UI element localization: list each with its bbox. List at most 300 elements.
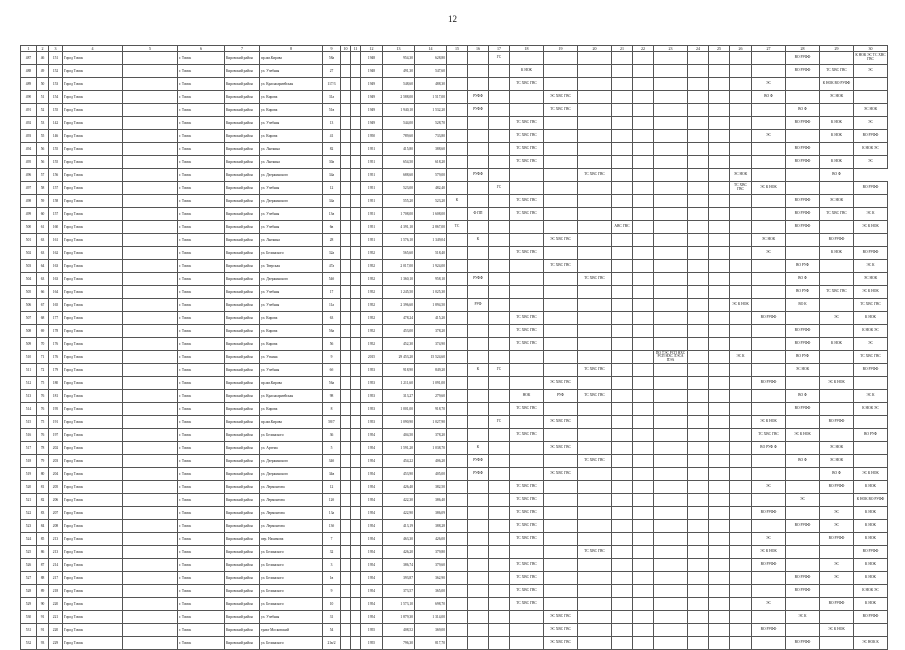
table-cell [510, 364, 544, 377]
table-cell: 1 211,60 [383, 377, 415, 390]
table-cell [489, 468, 510, 481]
table-cell [612, 403, 633, 416]
table-cell [544, 507, 578, 520]
table-cell: 452,30 [383, 338, 415, 351]
table-cell: 1953 [361, 364, 383, 377]
table-cell [752, 468, 786, 481]
table-cell [489, 403, 510, 416]
table-cell [489, 377, 510, 390]
table-cell: г. Томск [178, 598, 225, 611]
table-cell [854, 78, 888, 91]
table-cell: ТС ХВС ГВС [510, 520, 544, 533]
table-cell [341, 390, 351, 403]
table-row [21, 325, 888, 338]
table-cell [752, 260, 786, 273]
table-cell [786, 481, 820, 494]
table-cell: К НОК ЭС [854, 585, 888, 598]
table-cell: 10 [323, 598, 341, 611]
table-row [21, 455, 888, 468]
table-cell [612, 637, 633, 650]
table-cell: РУФФ [468, 468, 489, 481]
table-cell [688, 455, 709, 468]
table-cell [544, 312, 578, 325]
table-cell: 529 [21, 598, 37, 611]
table-cell [633, 338, 654, 351]
table-cell: 1955 [361, 637, 383, 650]
table-cell [654, 507, 688, 520]
table-cell [633, 416, 654, 429]
table-cell: 492 [21, 117, 37, 130]
table-cell: 51в [323, 104, 341, 117]
table-cell [786, 546, 820, 559]
table-cell [752, 403, 786, 416]
table-cell [468, 143, 489, 156]
table-cell: ТС ХВС ГВС [510, 533, 544, 546]
table-cell: 393,87 [383, 572, 415, 585]
table-cell: ВО РУФФ [786, 195, 820, 208]
table-cell: 555,20 [383, 195, 415, 208]
table-cell [468, 325, 489, 338]
table-cell: ЭС [752, 481, 786, 494]
table-row [21, 429, 888, 442]
table-cell: Кировский район [225, 130, 260, 143]
table-cell: Кировский район [225, 585, 260, 598]
table-cell: ЭС НОК К [854, 637, 888, 650]
table-cell: 82 [323, 143, 341, 156]
table-cell: 178 [49, 325, 63, 338]
table-cell: 565,60 [383, 247, 415, 260]
table-cell: 8 [323, 403, 341, 416]
column-header: 10 [341, 46, 351, 52]
table-cell: 221 [49, 611, 63, 624]
table-cell: 508 [21, 325, 37, 338]
table-cell: Город Томск [63, 91, 123, 104]
table-cell: 521 [21, 494, 37, 507]
table-cell: 75 [37, 416, 49, 429]
table-cell: ЭС [854, 117, 888, 130]
table-cell [612, 286, 633, 299]
table-cell [447, 260, 468, 273]
table-cell [341, 559, 351, 572]
table-cell [447, 104, 468, 117]
table-cell [447, 325, 468, 338]
table-cell: г. Томск [178, 507, 225, 520]
table-cell: г. Томск [178, 585, 225, 598]
table-cell: тракт Московский [260, 624, 323, 637]
table-cell: Кировский район [225, 390, 260, 403]
table-cell: 1954 [361, 494, 383, 507]
table-cell [820, 585, 854, 598]
table-cell: 1954 [361, 507, 383, 520]
table-cell [730, 104, 752, 117]
table-cell: г. Томск [178, 286, 225, 299]
table-cell [123, 585, 178, 598]
table-cell: 58 [37, 182, 49, 195]
table-cell [752, 143, 786, 156]
table-cell: 1 038,70 [415, 442, 447, 455]
table-cell [447, 611, 468, 624]
table-cell: 547,60 [415, 65, 447, 78]
table-cell [752, 156, 786, 169]
table-cell [688, 182, 709, 195]
table-cell [786, 442, 820, 455]
table-cell: ВО РУФ [786, 351, 820, 364]
table-cell [688, 195, 709, 208]
table-cell [633, 78, 654, 91]
table-cell [654, 104, 688, 117]
table-cell [341, 442, 351, 455]
table-cell: ГС [489, 182, 510, 195]
table-cell: ВО РУФФ [786, 338, 820, 351]
table-cell [633, 273, 654, 286]
table-cell: 1 708,00 [383, 208, 415, 221]
table-cell [341, 455, 351, 468]
table-cell: ТС ХВС ГВС [544, 260, 578, 273]
table-cell [468, 598, 489, 611]
table-cell [612, 312, 633, 325]
table-cell: ул. Белинского [260, 546, 323, 559]
table-cell [351, 364, 361, 377]
table-cell: К [468, 364, 489, 377]
table-cell: 69 [37, 325, 49, 338]
table-cell [447, 624, 468, 637]
table-cell [341, 182, 351, 195]
table-cell [612, 520, 633, 533]
table-cell [468, 585, 489, 598]
table-cell: 954,30 [383, 52, 415, 65]
table-cell: 388,28 [415, 520, 447, 533]
table-cell [752, 572, 786, 585]
table-cell: ТС ХВС ГВС [510, 143, 544, 156]
table-cell [578, 351, 612, 364]
table-cell [123, 455, 178, 468]
table-cell [612, 481, 633, 494]
column-header: 9 [323, 46, 341, 52]
table-cell [612, 273, 633, 286]
table-cell [633, 130, 654, 143]
table-cell [709, 130, 730, 143]
table-cell [654, 624, 688, 637]
table-cell: К НОК [854, 559, 888, 572]
table-cell: ТС ХВС ГВС [730, 182, 752, 195]
table-cell: 75 [37, 377, 49, 390]
table-cell [341, 78, 351, 91]
table-cell [709, 273, 730, 286]
table-cell [633, 286, 654, 299]
table-cell: 57 [37, 169, 49, 182]
table-cell [730, 624, 752, 637]
table-cell [123, 546, 178, 559]
table-cell [351, 195, 361, 208]
table-cell: 1950 [361, 130, 383, 143]
table-cell: 1 532,20 [415, 104, 447, 117]
table-cell [688, 91, 709, 104]
table-cell [709, 78, 730, 91]
table-cell [633, 299, 654, 312]
table-cell: ТС ХВС ГВС [510, 598, 544, 611]
table-cell [688, 377, 709, 390]
table-cell: 548,60 [383, 78, 415, 91]
table-cell: 698,70 [415, 598, 447, 611]
table-cell: 1953 [361, 403, 383, 416]
table-row [21, 286, 888, 299]
table-cell [654, 273, 688, 286]
table-cell: 525 [21, 546, 37, 559]
table-cell: Кировский район [225, 78, 260, 91]
table-cell [786, 182, 820, 195]
table-cell: К НОК ЭС [854, 403, 888, 416]
table-cell: 1952 [361, 260, 383, 273]
table-cell: ЭС К НОК [854, 468, 888, 481]
table-cell: 52 [37, 104, 49, 117]
table-cell: 67 [37, 299, 49, 312]
table-row [21, 520, 888, 533]
table-cell: пр.им.Кирова [260, 416, 323, 429]
table-cell [578, 221, 612, 234]
column-header: 4 [63, 46, 123, 52]
table-cell [578, 572, 612, 585]
table-cell [730, 143, 752, 156]
table-cell [854, 91, 888, 104]
table-cell: 1949 [361, 117, 383, 130]
table-cell: 176 [49, 338, 63, 351]
table-cell [489, 533, 510, 546]
table-cell [468, 533, 489, 546]
table-cell: 519 [21, 468, 37, 481]
table-cell: 1951 [361, 234, 383, 247]
table-cell [752, 65, 786, 78]
table-cell [612, 52, 633, 65]
table-cell: 733,80 [415, 130, 447, 143]
table-cell: 378,20 [415, 325, 447, 338]
table-cell [578, 143, 612, 156]
table-cell: 373,57 [383, 585, 415, 598]
table-cell [786, 624, 820, 637]
table-cell [341, 143, 351, 156]
table-cell: 98 [323, 390, 341, 403]
table-cell: 415,80 [383, 143, 415, 156]
table-cell [612, 156, 633, 169]
table-cell [341, 611, 351, 624]
table-cell: К НОК [820, 247, 854, 260]
table-cell [612, 65, 633, 78]
column-header: 6 [178, 46, 225, 52]
table-cell: ЭС ХВС ГВС [544, 637, 578, 650]
table-cell [709, 468, 730, 481]
table-cell [820, 611, 854, 624]
table-cell: 505 [21, 286, 37, 299]
table-cell [123, 390, 178, 403]
table-cell: Город Томск [63, 403, 123, 416]
table-row [21, 78, 888, 91]
table-cell [447, 65, 468, 78]
table-cell [612, 364, 633, 377]
table-cell: 176 [49, 351, 63, 364]
table-cell: 386,74 [383, 559, 415, 572]
table-cell: 487 [21, 52, 37, 65]
table-cell: ТС ХВС ГВС [510, 312, 544, 325]
table-cell: Кировский район [225, 221, 260, 234]
table-cell [489, 169, 510, 182]
table-cell [123, 260, 178, 273]
table-cell: 514 [21, 403, 37, 416]
table-cell [688, 130, 709, 143]
table-cell [612, 78, 633, 91]
table-row [21, 130, 888, 143]
table-cell [510, 468, 544, 481]
table-cell [654, 611, 688, 624]
table-cell [544, 52, 578, 65]
table-cell: г. Томск [178, 78, 225, 91]
table-cell [123, 559, 178, 572]
table-cell: ЭС ХВС ГВС [544, 442, 578, 455]
table-cell [820, 273, 854, 286]
table-cell: г. Томск [178, 494, 225, 507]
table-cell: 491 [21, 104, 37, 117]
table-cell [688, 104, 709, 117]
table-cell: Город Томск [63, 598, 123, 611]
table-cell [351, 286, 361, 299]
table-row [21, 572, 888, 585]
table-cell: ул. Кирова [260, 325, 323, 338]
table-cell: ВО Ф [786, 455, 820, 468]
table-cell: ТС ХВС ГВС [854, 351, 888, 364]
table-cell [752, 338, 786, 351]
table-cell: 422,30 [383, 494, 415, 507]
table-cell [578, 468, 612, 481]
table-cell [510, 455, 544, 468]
table-cell: 1952 [361, 338, 383, 351]
table-cell [820, 390, 854, 403]
table-cell [709, 52, 730, 65]
table-cell: ЭС [752, 130, 786, 143]
table-cell [351, 312, 361, 325]
column-header: 1 [21, 46, 37, 52]
table-cell [612, 598, 633, 611]
table-cell: пр.им.Кирова [260, 52, 323, 65]
table-cell [447, 143, 468, 156]
table-cell [730, 273, 752, 286]
table-body [21, 52, 888, 650]
table-cell [447, 481, 468, 494]
table-cell [688, 533, 709, 546]
table-cell [123, 325, 178, 338]
table-cell [578, 481, 612, 494]
table-cell: 1 517,00 [415, 91, 447, 104]
table-cell [752, 585, 786, 598]
table-cell: 81 [37, 481, 49, 494]
table-cell [468, 117, 489, 130]
table-cell: ЭС ХВС ГВС [544, 377, 578, 390]
table-cell: Кировский район [225, 247, 260, 260]
table-cell: 4 391,10 [383, 221, 415, 234]
table-cell [341, 364, 351, 377]
table-cell [447, 585, 468, 598]
table-row [21, 533, 888, 546]
table-cell [688, 637, 709, 650]
table-cell: 195 [49, 403, 63, 416]
table-cell [709, 559, 730, 572]
table-cell: 32а [323, 247, 341, 260]
table-cell: 511 [21, 364, 37, 377]
table-row [21, 234, 888, 247]
table-cell [752, 221, 786, 234]
table-cell [489, 312, 510, 325]
table-cell: К НОК [854, 507, 888, 520]
column-header: 13 [383, 46, 415, 52]
table-cell: ул. Кирова [260, 338, 323, 351]
table-cell: Кировский район [225, 65, 260, 78]
table-cell: Кировский район [225, 52, 260, 65]
table-cell: 507 [21, 312, 37, 325]
table-cell [341, 169, 351, 182]
table-cell [612, 507, 633, 520]
table-row [21, 312, 888, 325]
table-cell: г. Томск [178, 65, 225, 78]
table-cell: ул. Лыткина [260, 156, 323, 169]
table-cell: ул. Учебная [260, 299, 323, 312]
table-cell: К НОК ВО РУФФ [820, 78, 854, 91]
table-cell [654, 234, 688, 247]
table-cell [654, 533, 688, 546]
table-cell [123, 494, 178, 507]
table-cell: г. Томск [178, 611, 225, 624]
table-cell: ТС ХВС ГВС [820, 208, 854, 221]
table-cell [351, 377, 361, 390]
table-cell: Город Томск [63, 260, 123, 273]
table-row [21, 117, 888, 130]
table-cell [351, 91, 361, 104]
table-cell: ТС ХВС ГВС [510, 208, 544, 221]
table-cell: Город Томск [63, 286, 123, 299]
table-row [21, 390, 888, 403]
table-cell [447, 598, 468, 611]
table-cell: ТС ХВС ГВС [510, 403, 544, 416]
table-cell [730, 481, 752, 494]
table-cell: 1 027,90 [415, 416, 447, 429]
table-cell: 12б [323, 494, 341, 507]
table-cell [341, 338, 351, 351]
table-cell [709, 455, 730, 468]
table-cell: 279,60 [415, 390, 447, 403]
table-cell: ЭС К НОК [820, 377, 854, 390]
table-cell: 1953 [361, 416, 383, 429]
table-cell: ВО РУФФ [854, 247, 888, 260]
table-cell: 789,60 [383, 130, 415, 143]
table-cell [854, 234, 888, 247]
table-cell: 56а [323, 325, 341, 338]
table-cell: К НОК ВО РУФФ [854, 494, 888, 507]
table-cell [752, 494, 786, 507]
table-cell: ЭС [820, 507, 854, 520]
table-cell: 17 [323, 286, 341, 299]
table-cell: ЭС [820, 572, 854, 585]
table-cell: Город Томск [63, 208, 123, 221]
column-header: 12 [361, 46, 383, 52]
table-cell: 1953 [361, 377, 383, 390]
table-cell: 958,10 [415, 273, 447, 286]
table-cell: 202 [49, 442, 63, 455]
table-cell [612, 299, 633, 312]
table-cell [468, 481, 489, 494]
table-cell [612, 130, 633, 143]
table-cell: ЭС К НОК [820, 624, 854, 637]
table-cell: Город Томск [63, 143, 123, 156]
table-cell [447, 351, 468, 364]
table-cell: К [468, 234, 489, 247]
table-cell: ул. Учебная [260, 65, 323, 78]
table-cell [752, 104, 786, 117]
